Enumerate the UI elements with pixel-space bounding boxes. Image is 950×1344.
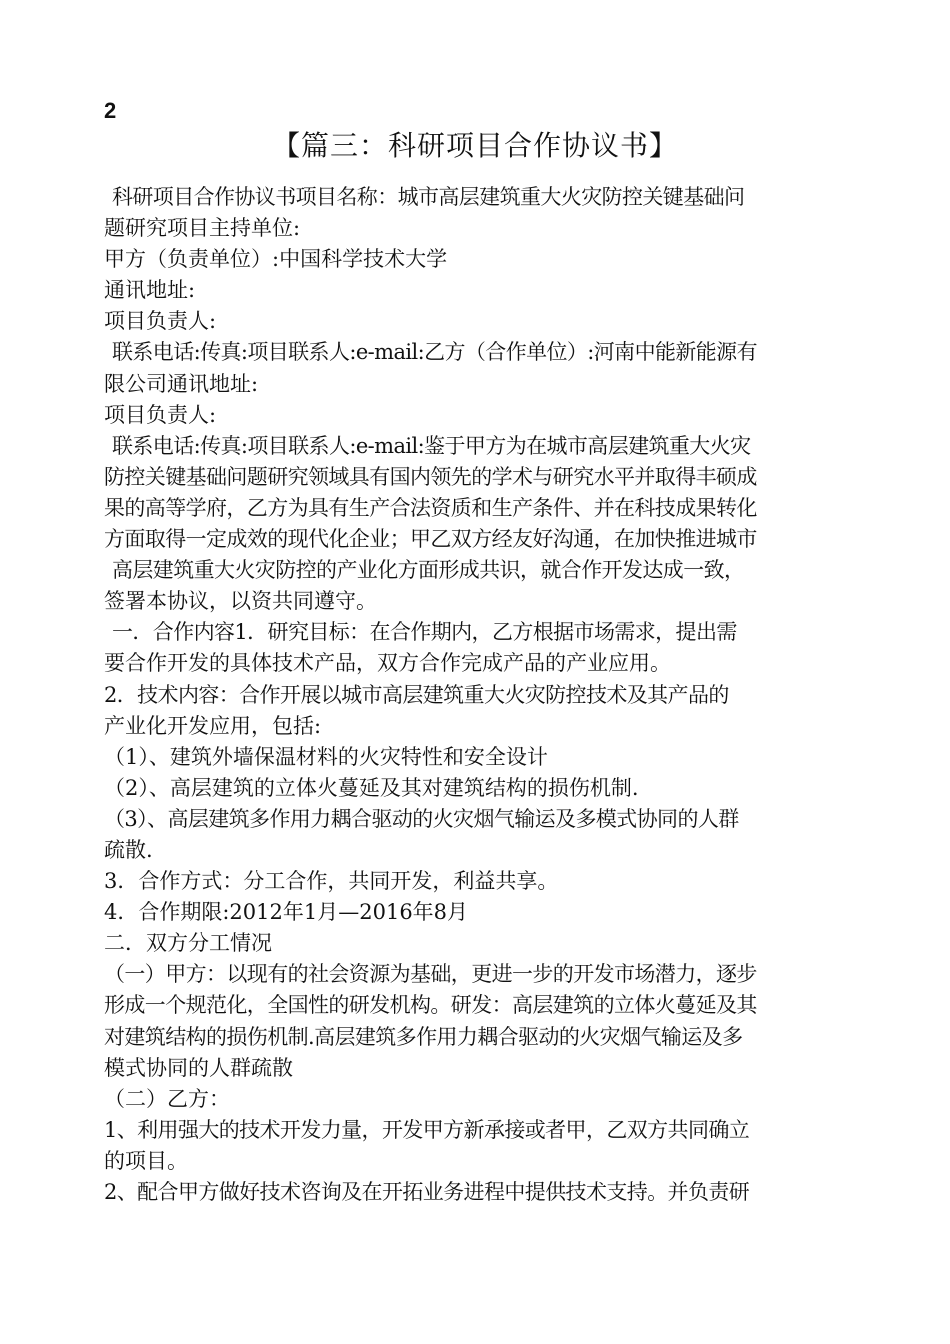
body-line: （2）、高层建筑的立体火蔓延及其对建筑结构的损伤机制. [104, 775, 639, 800]
body-line: 限公司通讯地址: [104, 371, 259, 396]
body-line: 模式协同的人群疏散 [104, 1055, 293, 1080]
body-line: 果的高等学府，乙方为具有生产合法资质和生产条件、并在科技成果转化 [104, 495, 757, 520]
body-line: 3．合作方式：分工合作，共同开发，利益共享。 [104, 869, 559, 894]
body-line: 防控关键基础问题研究领域具有国内领先的学术与研究水平并取得丰硕成 [104, 464, 757, 489]
body-line: 项目负责人: [104, 402, 217, 427]
body-line: 要合作开发的具体技术产品，双方合作完成产品的产业应用。 [104, 651, 671, 676]
body-line: 高层建筑重大火灾防控的产业化方面形成共识，就合作开发达成一致， [112, 558, 745, 583]
page-number: 2 [104, 98, 117, 123]
body-line: 甲方（负责单位）:中国科学技术大学 [104, 247, 448, 272]
body-line: 疏散. [104, 837, 153, 862]
body-line: 产业化开发应用，包括: [104, 713, 322, 738]
body-line: 签署本协议，以资共同遵守。 [104, 589, 377, 614]
body-line: 二．双方分工情况 [104, 931, 272, 956]
body-line: 2、配合甲方做好技术咨询及在开拓业务进程中提供技术支持。并负责研 [104, 1180, 750, 1204]
body-line: 联系电话:传真:项目联系人:e-mail:乙方（合作单位）:河南中能新能源有 [112, 340, 757, 365]
body-line: （一）甲方：以现有的社会资源为基础，更进一步的开发市场潜力，逐步 [104, 962, 757, 987]
document-body [104, 182, 864, 1208]
body-line: （1）、建筑外墙保温材料的火灾特性和安全设计 [104, 744, 548, 769]
body-line: （二）乙方： [104, 1086, 230, 1111]
body-line: 项目负责人: [104, 309, 217, 334]
body-line: 科研项目合作协议书项目名称：城市高层建筑重大火灾防控关键基础问 [112, 185, 745, 209]
body-line: 一．合作内容1．研究目标：在合作期内，乙方根据市场需求，提出需 [112, 620, 737, 645]
body-line: 2．技术内容：合作开展以城市高层建筑重大火灾防控技术及其产品的 [104, 682, 729, 707]
body-line: 对建筑结构的损伤机制.高层建筑多作用力耦合驱动的火灾烟气输运及多 [104, 1024, 743, 1049]
body-line: 题研究项目主持单位: [104, 216, 301, 241]
body-line: 方面取得一定成效的现代化企业；甲乙双方经友好沟通，在加快推进城市 [104, 527, 757, 552]
body-line: 通讯地址: [104, 278, 196, 303]
body-line: 联系电话:传真:项目联系人:e-mail:鉴于甲方为在城市高层建筑重大火灾 [112, 433, 751, 458]
body-line: 4．合作期限:2012年1月—2016年8月 [104, 900, 469, 925]
body-line: 形成一个规范化，全国性的研发机构。研发：高层建筑的立体火蔓延及其 [104, 993, 757, 1018]
body-line: 1、利用强大的技术开发力量，开发甲方新承接或者甲，乙双方共同确立 [104, 1117, 750, 1142]
body-line: （3）、高层建筑多作用力耦合驱动的火灾烟气输运及多模式协同的人群 [104, 806, 739, 831]
document-title: 【篇三：科研项目合作协议书】 [271, 129, 678, 162]
body-line: 的项目。 [104, 1148, 188, 1173]
